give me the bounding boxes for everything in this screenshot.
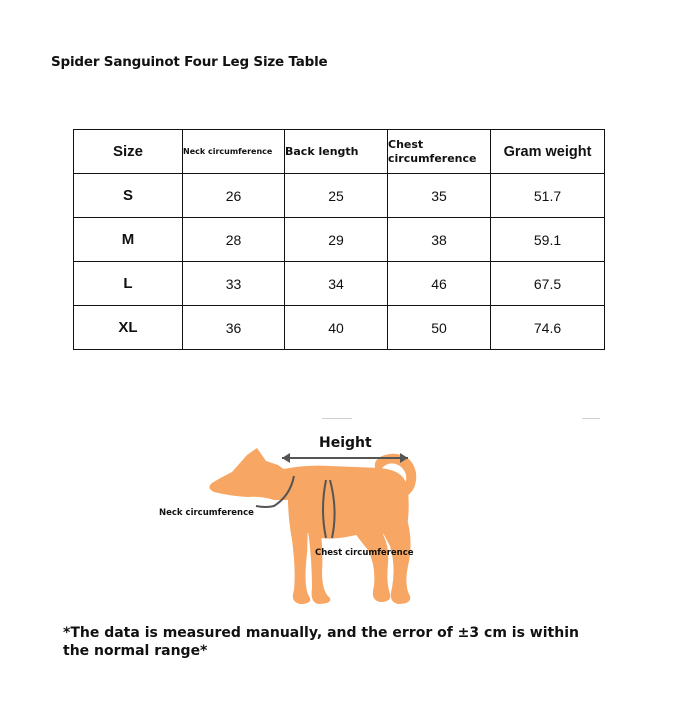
- table-row: [74, 262, 605, 306]
- dog-silhouette: [209, 448, 416, 604]
- gram-cell: 74.6: [491, 306, 605, 350]
- table-row: [74, 218, 605, 262]
- header-neck: Neck circumference: [183, 130, 285, 174]
- back-cell: 34: [285, 262, 388, 306]
- chest-cell: 35: [388, 174, 491, 218]
- neck-cell: 33: [183, 262, 285, 306]
- back-cell: 25: [285, 174, 388, 218]
- header-gram: Gram weight: [491, 130, 605, 174]
- gram-cell: 59.1: [491, 218, 605, 262]
- chest-cell: 38: [388, 218, 491, 262]
- size-table: [73, 129, 605, 350]
- neck-cell: 36: [183, 306, 285, 350]
- header-chest: Chest circumference: [388, 130, 491, 174]
- dog-diagram: [200, 430, 430, 610]
- size-cell: XL: [74, 306, 183, 350]
- page-title: Spider Sanguinot Four Leg Size Table: [51, 54, 328, 70]
- table-row: [74, 306, 605, 350]
- gram-cell: 67.5: [491, 262, 605, 306]
- neck-cell: 28: [183, 218, 285, 262]
- table-header-row: [74, 130, 605, 174]
- chest-cell: 50: [388, 306, 491, 350]
- height-label: Height: [319, 435, 372, 451]
- divider: [582, 418, 600, 419]
- neck-cell: 26: [183, 174, 285, 218]
- neck-label: Neck circumference: [159, 508, 254, 518]
- table-row: [74, 174, 605, 218]
- back-cell: 40: [285, 306, 388, 350]
- divider: [322, 418, 352, 419]
- size-cell: L: [74, 262, 183, 306]
- size-cell: S: [74, 174, 183, 218]
- header-back: Back length: [285, 130, 388, 174]
- chest-cell: 46: [388, 262, 491, 306]
- measurement-note: *The data is measured manually, and the error of ±3 cm is within the normal range*: [63, 625, 579, 659]
- size-cell: M: [74, 218, 183, 262]
- gram-cell: 51.7: [491, 174, 605, 218]
- chest-label: Chest circumference: [315, 548, 414, 558]
- header-size: Size: [74, 130, 183, 174]
- back-cell: 29: [285, 218, 388, 262]
